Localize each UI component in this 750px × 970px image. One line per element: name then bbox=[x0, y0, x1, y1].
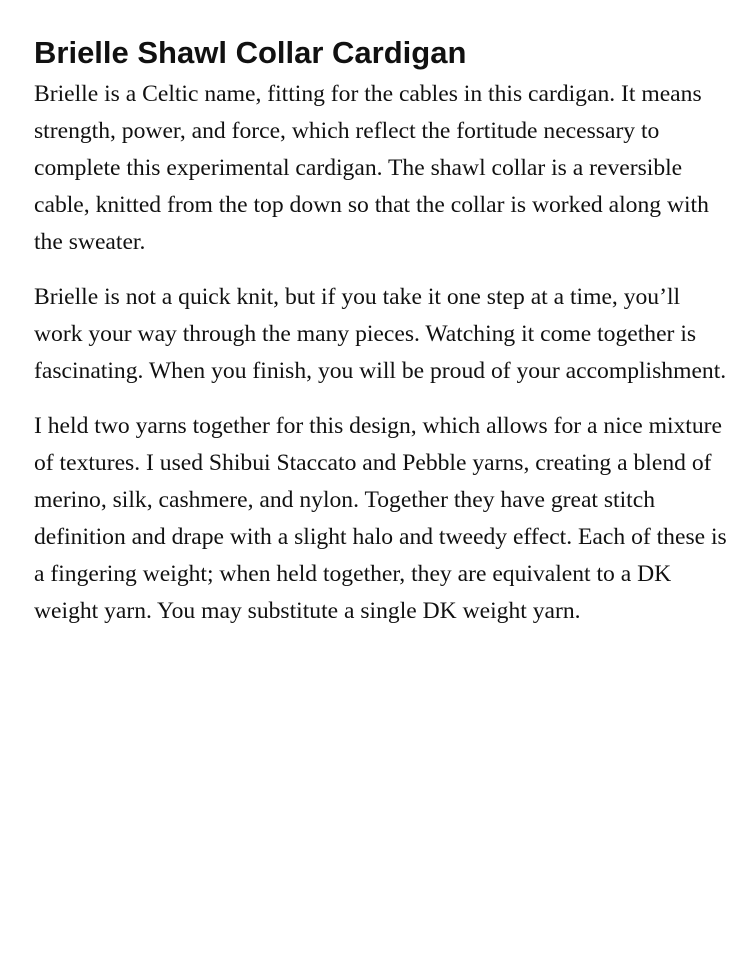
document-page bbox=[34, 34, 734, 648]
page-title: Brielle Shawl Collar Cardigan bbox=[34, 35, 467, 70]
intro-paragraph: Brielle is a Celtic name, fitting for the cables in this cardigan. It means strength, power, and force, which reflect the fortitude necessary to complete this experimental cardigan. The shawl collar is a reversible cable, knitted from the top down so that the collar is worked along with the sweater. bbox=[34, 81, 709, 255]
yarn-paragraph: I held two yarns together for this design, which allows for a nice mixture of textures. I used Shibui Staccato and Pebble yarns, creating a blend of merino, silk, cashmere, and nylon. Together they have great stitch definition and drape with a slight halo and tweedy effect. Each of these is a fingering weight; when held together, they are equivalent to a DK weight yarn. You may substitute a single DK weight yarn. bbox=[34, 413, 727, 624]
knitting-note-paragraph: Brielle is not a quick knit, but if you take it one step at a time, you’ll work your way through the many pieces. Watching it come together is fascinating. When you finish, you will be proud of your accomplishment. bbox=[34, 284, 727, 384]
